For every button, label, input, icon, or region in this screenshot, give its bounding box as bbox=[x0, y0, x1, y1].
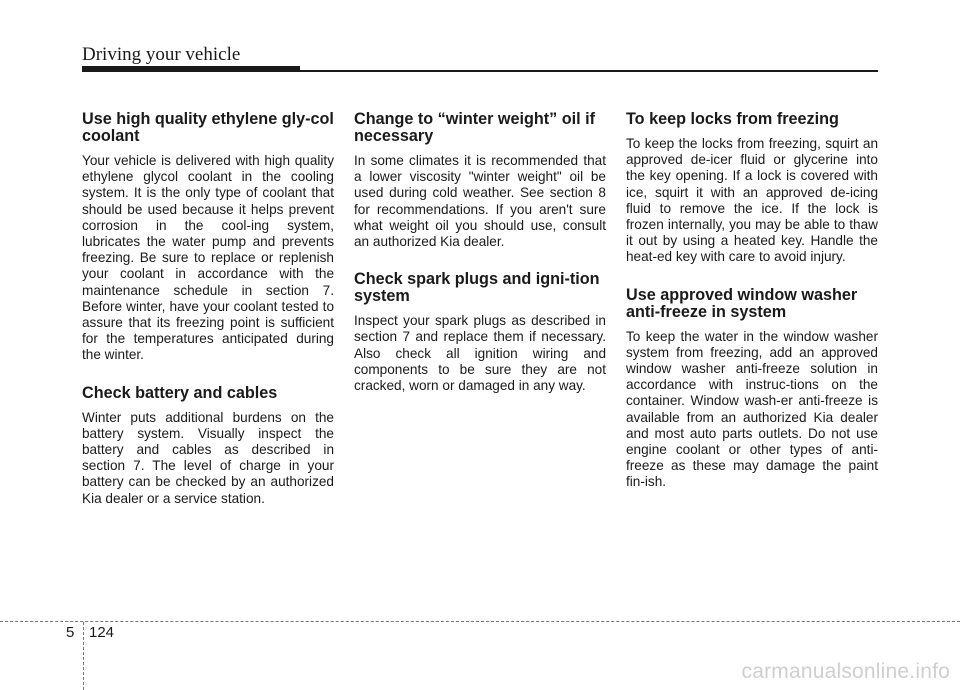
section-body: To keep the locks from freezing, squirt an approved de-icer fluid or glycerine into the key opening. If a lock is covered with ice, squirt it with an approved de-icing fluid to remove the ice. If the lock is frozen internally, you may be able to thaw it out by using a heated key. Handle the heat-ed key with care to avoid injury. bbox=[626, 136, 878, 265]
section-heading: Use approved window washer anti-freeze in system bbox=[626, 285, 858, 321]
section-spark-plugs bbox=[354, 271, 606, 394]
section-body: Your vehicle is delivered with high quality ethylene glycol coolant in the cooling system. It is the only type of coolant that should be used because it helps prevent corrosion in the cool-ing system, lubricates the water pump and prevents freezing. Be sure to replace or replenish your coolant in accordance with the maintenance schedule in section 7. Before winter, have your coolant tested to assure that its freezing point is sufficient for the temperatures anticipated during the winter. bbox=[82, 153, 334, 363]
section-winter-oil bbox=[354, 111, 606, 250]
header-rule-thick bbox=[82, 66, 300, 72]
footer-vertical-divider bbox=[83, 622, 84, 690]
section-heading: Change to “winter weight” oil if necessary bbox=[354, 110, 596, 145]
watermark: carmanualsonline.info bbox=[741, 660, 950, 683]
section-heading: Check battery and cables bbox=[82, 383, 278, 402]
section-number: 5 bbox=[66, 624, 75, 641]
section-locks bbox=[626, 111, 878, 266]
column-2 bbox=[354, 111, 606, 394]
section-heading: To keep locks from freezing bbox=[626, 110, 839, 128]
section-body: Winter puts additional burdens on the battery system. Visually inspect the battery and cables as described in section 7. The level of charge in your battery can be checked by an authorized Kia dealer or a service station. bbox=[82, 409, 334, 506]
section-heading: Use high quality ethylene gly-col coolant bbox=[82, 110, 334, 145]
section-body: In some climates it is recommended that a lower viscosity "winter weight" oil be used during cold weather. See section 8 for recommendations. If you aren't sure what weight oil you should use, consult an authorized Kia dealer. bbox=[354, 153, 606, 250]
chapter-title: Driving your vehicle bbox=[82, 44, 241, 65]
section-coolant bbox=[82, 111, 334, 364]
section-washer-antifreeze bbox=[626, 287, 878, 491]
section-battery bbox=[82, 385, 334, 507]
section-heading: Check spark plugs and igni-tion system bbox=[354, 270, 600, 306]
section-body: Inspect your spark plugs as described in section 7 and replace them if necessary. Also check all ignition wiring and components to be sure they are not cracked, worn or damaged in any way. bbox=[354, 313, 606, 394]
section-body: To keep the water in the window washer system from freezing, add an approved window washer anti-freeze solution in accordance with instruc-tions on the container. Window wash-er anti-freeze is available from an authorized Kia dealer and most auto parts outlets. Do not use engine coolant or other types of anti-freeze as these may damage the paint fin-ish. bbox=[626, 328, 878, 490]
page-number: 124 bbox=[89, 624, 115, 641]
column-1 bbox=[82, 111, 334, 507]
footer-divider bbox=[0, 621, 960, 622]
header-rule-thin bbox=[300, 70, 878, 72]
column-3 bbox=[626, 111, 878, 491]
